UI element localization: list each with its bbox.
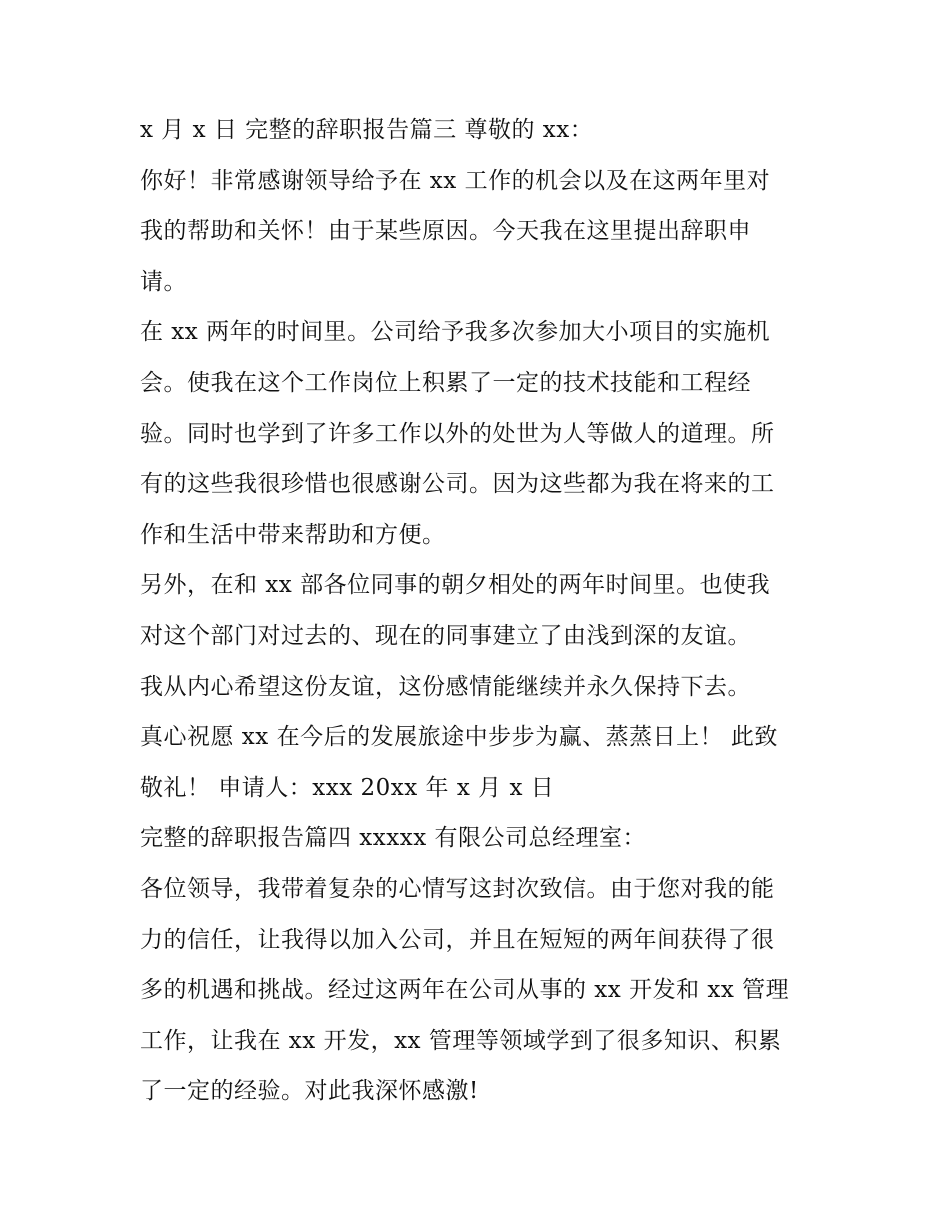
text-line: 敬礼！ 申请人：xxx 20xx 年 x 月 x 日: [140, 775, 555, 801]
text-line: 另外，在和 xx 部各位同事的朝夕相处的两年时间里。也使我: [140, 572, 771, 598]
text-line: 会。使我在这个工作岗位上积累了一定的技术技能和工程经: [140, 370, 751, 396]
text-line: x 月 x 日 完整的辞职报告篇三 尊敬的 xx：: [140, 117, 594, 143]
text-line: 真心祝愿 xx 在今后的发展旅途中步步为赢、蒸蒸日上！ 此致: [140, 724, 778, 750]
text-line: 在 xx 两年的时间里。公司给予我多次参加大小项目的实施机: [140, 319, 771, 345]
text-line: 作和生活中带来帮助和方便。: [140, 522, 446, 548]
text-line: 验。同时也学到了许多工作以外的处世为人等做人的道理。所: [140, 421, 775, 447]
text-line: 工作，让我在 xx 开发，xx 管理等领域学到了很多知识、积累: [140, 1028, 782, 1054]
text-line: 各位领导，我带着复杂的心情写这封次致信。由于您对我的能: [140, 876, 775, 902]
text-line: 多的机遇和挑战。经过这两年在公司从事的 xx 开发和 xx 管理: [140, 977, 790, 1003]
text-line: 你好！非常感谢领导给予在 xx 工作的机会以及在这两年里对: [140, 168, 771, 194]
text-line: 了一定的经验。对此我深怀感激!: [140, 1078, 479, 1104]
text-line: 我的帮助和关怀！由于某些原因。今天我在这里提出辞职申: [140, 218, 751, 244]
text-line: 请。: [140, 269, 187, 295]
text-line: 力的信任，让我得以加入公司，并且在短短的两年间获得了很: [140, 927, 775, 953]
text-line: 我从内心希望这份友谊，这份感情能继续并永久保持下去。: [140, 674, 751, 700]
text-line: 对这个部门对过去的、现在的同事建立了由浅到深的友谊。: [140, 623, 751, 649]
text-line: 有的这些我很珍惜也很感谢公司。因为这些都为我在将来的工: [140, 471, 775, 497]
text-line: 完整的辞职报告篇四 xxxxx 有限公司总经理室：: [140, 825, 646, 851]
